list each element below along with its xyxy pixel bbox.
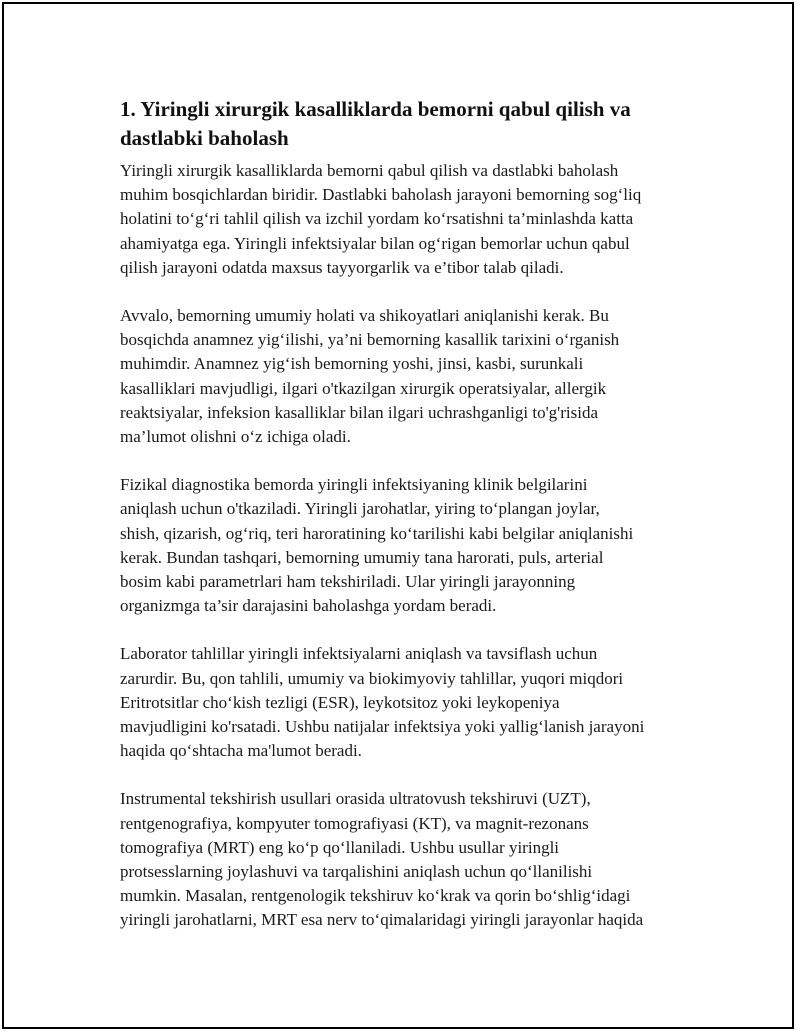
paragraph-physical-diagnostics — [120, 473, 692, 618]
text-line: kasalliklari mavjudligi, ilgari o'tkazilgan xirurgik operatsiyalar, allergik — [120, 378, 607, 398]
text-line: qilish jarayoni odatda maxsus tayyorgarlik va e’tibor talab qiladi. — [120, 257, 564, 277]
text-line: protsesslarning joylashuvi va tarqalishini aniqlash uchun qo‘llanilishi — [120, 862, 593, 882]
document-body — [120, 95, 692, 957]
section-heading — [120, 95, 692, 153]
heading-line: dastlabki baholash — [120, 126, 289, 150]
text-line: ahamiyatga ega. Yiringli infektsiyalar bilan og‘rigan bemorlar uchun qabul — [120, 233, 630, 253]
text-line: bosim kabi parametrlari ham tekshiriladi. Ular yiringli jarayonning — [120, 572, 576, 592]
text-line: aniqlash uchun o'tkaziladi. Yiringli jarohatlar, yiring to‘plangan joylar, — [120, 499, 600, 519]
paragraph-reception-intro — [120, 159, 692, 280]
text-line: kerak. Bundan tashqari, bemorning umumiy tana harorati, puls, arterial — [120, 547, 604, 567]
text-line: Avvalo, bemorning umumiy holati va shikoyatlari aniqlanishi kerak. Bu — [120, 306, 609, 326]
heading-line: 1. Yiringli xirurgik kasalliklarda bemorni qabul qilish va — [120, 97, 631, 121]
text-line: Instrumental tekshirish usullari orasida ultratovush tekshiruvi (UZT), — [120, 789, 591, 809]
paragraph-anamnesis — [120, 304, 692, 449]
paragraph-instrumental-methods — [120, 787, 692, 932]
text-line: holatini to‘g‘ri tahlil qilish va izchil yordam ko‘rsatishni ta’minlashda katta — [120, 209, 634, 229]
text-line: muhimdir. Anamnez yig‘ish bemorning yoshi, jinsi, kasbi, surunkali — [120, 354, 584, 374]
text-line: Laborator tahlillar yiringli infektsiyalarni aniqlash va tavsiflash uchun — [120, 644, 598, 664]
text-line: Yiringli xirurgik kasalliklarda bemorni qabul qilish va dastlabki baholash — [120, 161, 619, 180]
text-line: haqida qo‘shtacha ma'lumot beradi. — [120, 741, 362, 761]
text-line: zarurdir. Bu, qon tahlili, umumiy va biokimyoviy tahlillar, yuqori miqdori — [120, 668, 624, 688]
text-line: bosqichda anamnez yig‘ilishi, ya’ni bemorning kasallik tarixini o‘rganish — [120, 330, 620, 350]
text-line: rentgenografiya, kompyuter tomografiyasi (KT), va magnit-rezonans — [120, 813, 589, 833]
text-line: tomografiya (MRT) eng ko‘p qo‘llaniladi. Ushbu usullar yiringli — [120, 837, 560, 857]
text-line: reaktsiyalar, infeksion kasalliklar bilan ilgari uchrashganligi to'g'risida — [120, 402, 599, 422]
text-line: shish, qizarish, og‘riq, teri haroratining ko‘tarilishi kabi belgilar aniqlanishi — [120, 523, 634, 543]
paragraph-laboratory-tests — [120, 642, 692, 763]
text-line: yiringli jarohatlarni, MRT esa nerv to‘qimalaridagi yiringli jarayonlar haqida — [120, 910, 644, 930]
document-page — [2, 2, 794, 1029]
text-line: mumkin. Masalan, rentgenologik tekshiruv ko‘krak va qorin bo‘shlig‘idagi — [120, 886, 631, 906]
text-line: organizmga ta’sir darajasini baholashga yordam beradi. — [120, 596, 497, 616]
text-line: Fizikal diagnostika bemorda yiringli infektsiyaning klinik belgilarini — [120, 475, 588, 495]
text-line: mavjudligini ko'rsatadi. Ushbu natijalar infektsiya yoki yallig‘lanish jarayoni — [120, 717, 645, 737]
text-line: ma’lumot olishni o‘z ichiga oladi. — [120, 427, 351, 447]
text-line: muhim bosqichlardan biridir. Dastlabki baholash jarayoni bemorning sog‘liq — [120, 185, 642, 205]
text-line: Eritrotsitlar cho‘kish tezligi (ESR), leykotsitoz yoki leykopeniya — [120, 692, 560, 712]
